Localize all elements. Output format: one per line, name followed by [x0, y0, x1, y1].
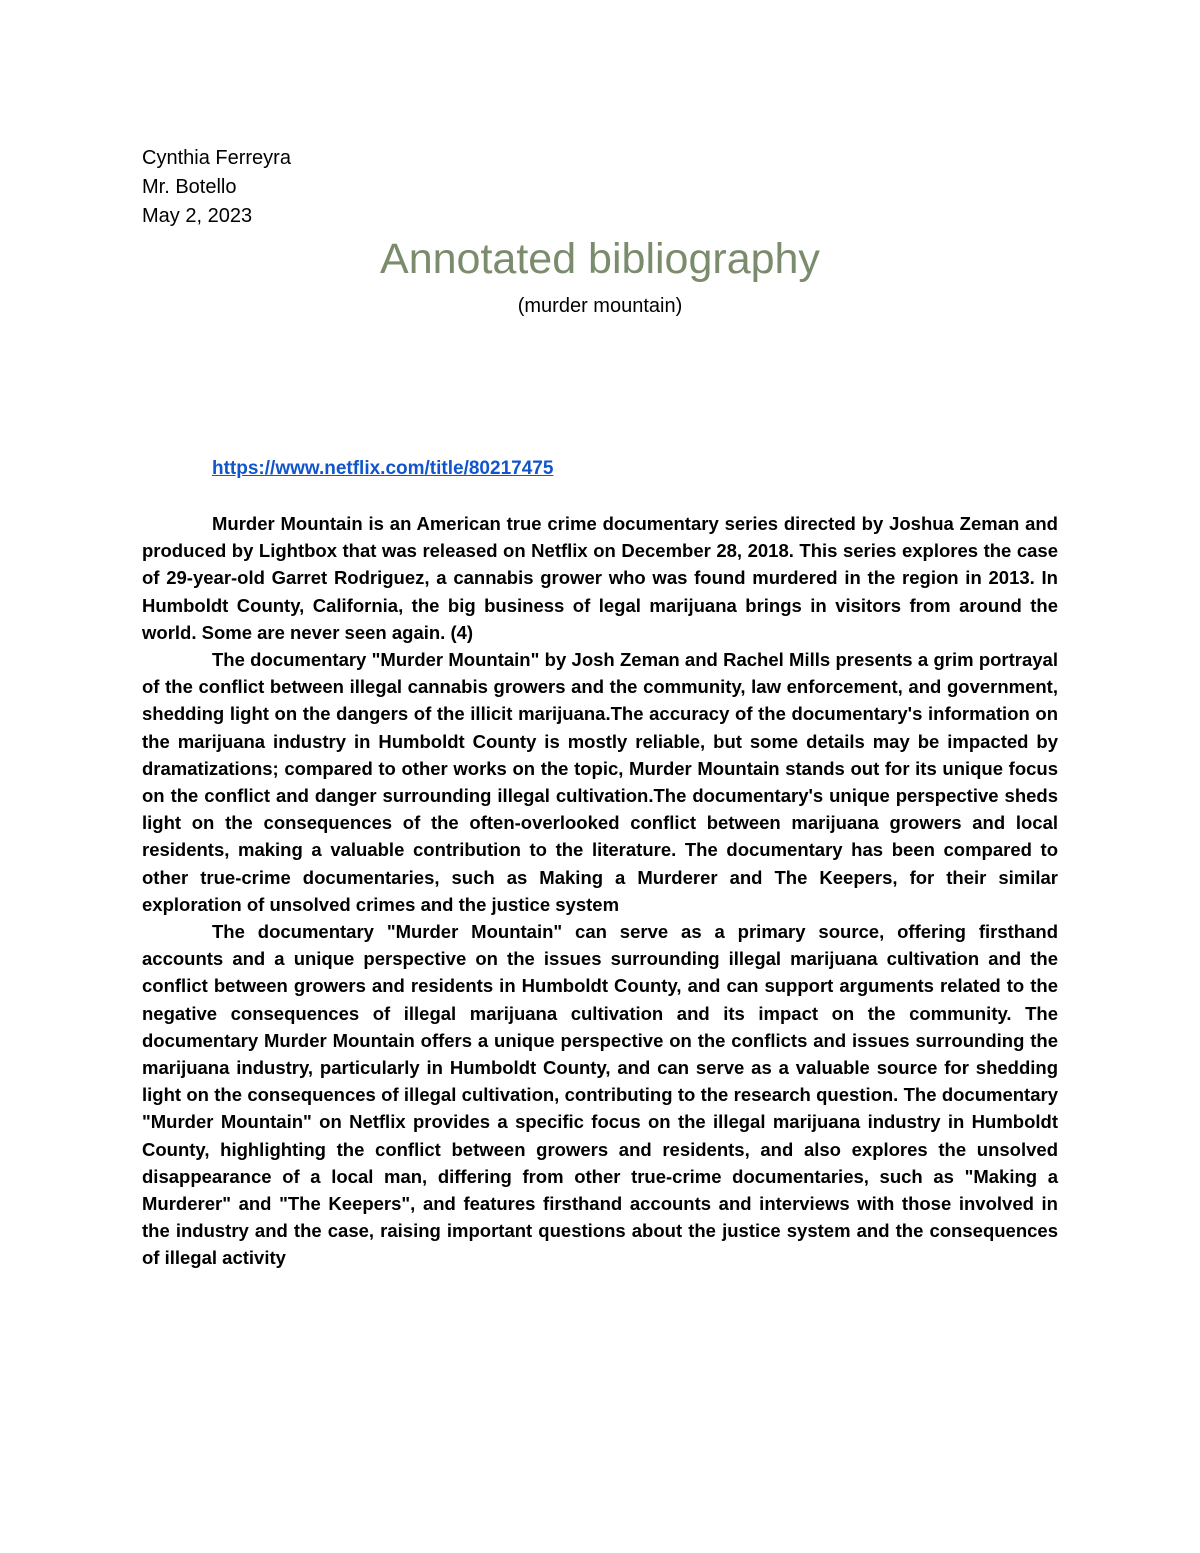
document-date: May 2, 2023	[142, 205, 253, 227]
author-name: Cynthia Ferreyra	[142, 147, 291, 169]
document-header	[142, 144, 291, 231]
annotation-paragraph-3: The documentary "Murder Mountain" can serve as a primary source, offering firsthand accounts and a unique perspective on the issues surrounding illegal marijuana cultivation and the conflict between growers and residents in Humboldt County, and can support arguments related to the negative consequences of illegal marijuana cultivation and its impact on the community. The documentary Murder Mountain offers a unique perspective on the conflicts and issues surrounding the marijuana industry, particularly in Humboldt County, and can serve as a valuable source for shedding light on the consequences of illegal cultivation, contributing to the research question. The documentary "Murder Mountain" on Netflix provides a specific focus on the illegal marijuana industry in Humboldt County, highlighting the conflict between growers and residents, and also explores the unsolved disappearance of a local man, differing from other true-crime documentaries, such as "Making a Murderer" and "The Keepers", and features firsthand accounts and interviews with those involved in the industry and the case, raising important questions about the justice system and the consequences of illegal activity	[142, 921, 1058, 1269]
annotation-paragraph-2: The documentary "Murder Mountain" by Josh Zeman and Rachel Mills presents a grim portrayal of the conflict between illegal cannabis growers and the community, law enforcement, and government, shedding light on the dangers of the illicit marijuana.The accuracy of the documentary's information on the marijuana industry in Humboldt County is mostly reliable, but some details may be impacted by dramatizations; compared to other works on the topic, Murder Mountain stands out for its unique focus on the conflict and danger surrounding illegal cultivation.The documentary's unique perspective sheds light on the consequences of the often-overlooked conflict between marijuana growers and local residents, making a valuable contribution to the literature. The documentary has been compared to other true-crime documentaries, such as Making a Murderer and The Keepers, for their similar exploration of unsolved crimes and the justice system	[142, 649, 1058, 915]
document-subtitle: (murder mountain)	[517, 295, 683, 317]
source-link[interactable]: https://www.netflix.com/title/80217475	[212, 458, 554, 479]
annotation-body	[142, 510, 1058, 1272]
instructor-name: Mr. Botello	[142, 176, 237, 198]
annotation-paragraph-1: Murder Mountain is an American true crime documentary series directed by Joshua Zeman and produced by Lightbox that was released on Netflix on December 28, 2018. This series explores the case of 29-year-old Garret Rodriguez, a cannabis grower who was found murdered in the region in 2013. In Humboldt County, California, the big business of legal marijuana brings in visitors from around the world. Some are never seen again. (4)	[142, 513, 1058, 643]
document-title: Annotated bibliography	[380, 235, 820, 283]
